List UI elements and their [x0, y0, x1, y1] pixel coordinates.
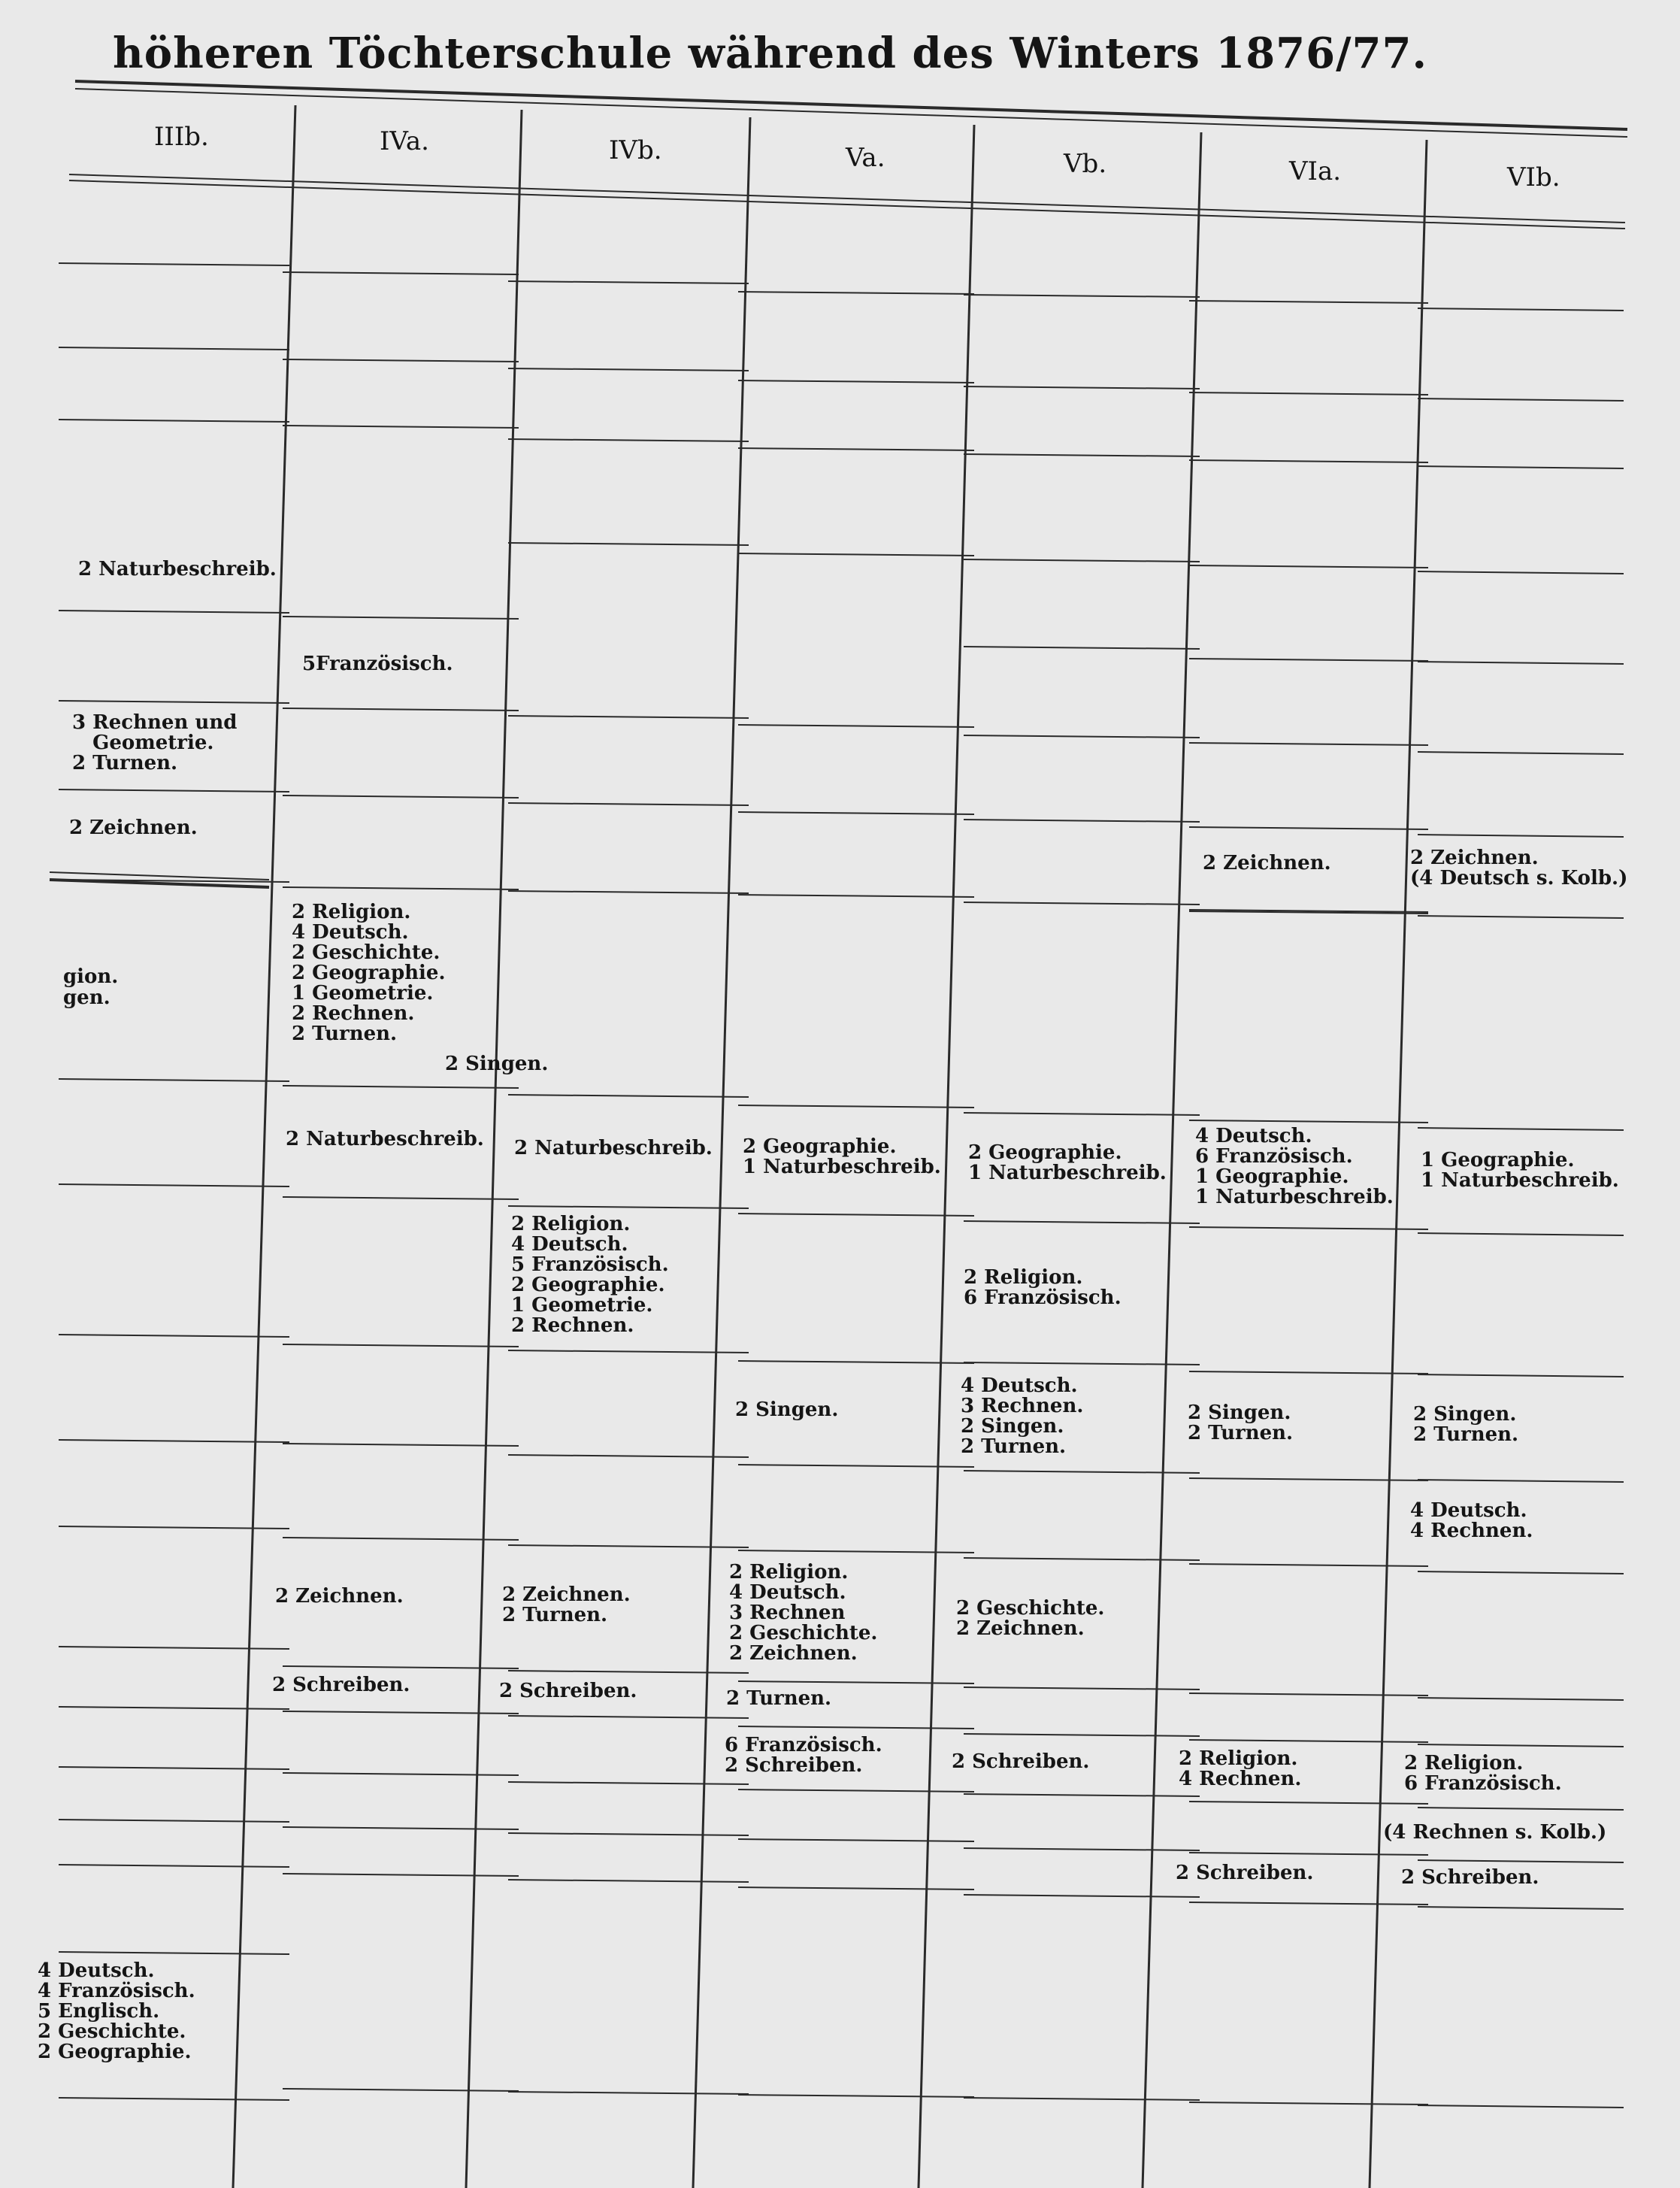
row-rule [283, 1197, 519, 1199]
row-rule [738, 448, 974, 450]
entry-vib-schreiben: 2 Schreiben. [1401, 1866, 1539, 1889]
entry-iiib-rechnen: 3 Rechnen und Geometrie. 2 Turnen. [72, 711, 238, 774]
entry-vib-deutsch: 4 Deutsch. 4 Rechnen. [1410, 1499, 1533, 1542]
row-rule [1418, 1698, 1624, 1700]
row-rule [283, 1827, 519, 1829]
row-rule [283, 1666, 519, 1668]
row-rule [1418, 1860, 1624, 1862]
entry-iva-franz: 5Französisch. [302, 653, 453, 675]
row-rule [964, 735, 1200, 738]
header-rule [69, 174, 1625, 223]
row-rule [1418, 1571, 1624, 1574]
row-rule [59, 1767, 289, 1769]
row-rule [508, 439, 749, 441]
entry-iva-block: 2 Religion. 4 Deutsch. 2 Geschichte. 2 Geographie. 1 Geometrie. 2 Rechnen. 2 Turnen. [292, 901, 446, 1045]
row-rule [508, 281, 749, 283]
row-rule [1189, 392, 1428, 395]
row-rule [738, 812, 974, 814]
col-header-iiib: IIIb. [154, 122, 209, 152]
row-rule [508, 1833, 749, 1835]
row-rule [964, 1687, 1200, 1689]
row-rule [964, 1362, 1200, 1365]
row-rule [738, 2095, 974, 2097]
row-rule [738, 1726, 974, 1729]
row-rule [508, 1782, 749, 1784]
row-rule [1418, 916, 1624, 918]
row-rule [1418, 1744, 1624, 1747]
row-rule [964, 559, 1200, 562]
col-header-iva: IVa. [380, 126, 429, 156]
row-rule [283, 1344, 519, 1347]
row-rule [1189, 659, 1428, 661]
row-rule [1189, 1693, 1428, 1696]
entry-va-geo: 2 Geographie. 1 Naturbeschreib. [743, 1135, 941, 1178]
row-rule [59, 701, 289, 703]
row-rule [508, 1671, 749, 1673]
entry-via-religion: 2 Religion. 4 Rechnen. [1179, 1747, 1302, 1790]
entry-vb-schreiben: 2 Schreiben. [952, 1750, 1090, 1773]
row-rule [1189, 1902, 1428, 1905]
col-header-va: Va. [846, 143, 885, 173]
row-rule [738, 292, 974, 294]
row-rule [508, 1716, 749, 1718]
row-rule [1189, 1227, 1428, 1229]
entry-iva-singen: 2 Singen. [445, 1053, 549, 1075]
entry-vib-rechnen-kolb: (4 Rechnen s. Kolb.) [1383, 1821, 1607, 1844]
row-rule [59, 2098, 289, 2100]
row-rule [59, 611, 289, 613]
row-rule [738, 1839, 974, 1841]
row-rule [508, 1095, 749, 1097]
row-rule [1189, 827, 1428, 829]
entry-ivb-block: 2 Religion. 4 Deutsch. 5 Französisch. 2 Geographie. 1 Geometrie. 2 Rechnen. [511, 1213, 669, 1337]
header-rule [69, 180, 1625, 229]
row-rule [738, 1681, 974, 1683]
row-rule [59, 1184, 289, 1186]
row-rule [1418, 1907, 1624, 1909]
row-rule [283, 426, 519, 428]
row-rule [59, 1952, 289, 1954]
row-rule [59, 1820, 289, 1822]
row-rule [1418, 752, 1624, 754]
row-rule [1418, 2105, 1624, 2108]
entry-iva-zeichnen: 2 Zeichnen. [275, 1585, 404, 1608]
row-rule [1189, 301, 1428, 303]
row-rule [738, 1214, 974, 1216]
row-rule [738, 1789, 974, 1792]
row-rule [59, 1865, 289, 1867]
entry-iva-natur: 2 Naturbeschreib. [286, 1128, 484, 1150]
row-rule [283, 1711, 519, 1714]
entry-va-block: 2 Religion. 4 Deutsch. 3 Rechnen 2 Geschichte. 2 Zeichnen. [729, 1561, 878, 1665]
entry-vb-religion: 2 Religion. 6 Französisch. [964, 1266, 1122, 1309]
row-rule [1418, 466, 1624, 468]
row-rule [964, 1558, 1200, 1560]
row-rule [508, 803, 749, 805]
row-rule [964, 1794, 1200, 1796]
entry-vb-geo: 2 Geographie. 1 Naturbeschreib. [968, 1141, 1167, 1184]
entry-iiib-naturbeschreib: 2 Naturbeschreib. [78, 558, 277, 580]
row-rule [508, 2092, 749, 2094]
row-rule [283, 359, 519, 362]
row-rule [508, 1545, 749, 1547]
row-rule [508, 1880, 749, 1882]
entry-va-franz: 6 Französisch. 2 Schreiben. [725, 1734, 882, 1777]
row-rule [964, 1471, 1200, 1473]
row-rule [738, 553, 974, 556]
row-rule [964, 2098, 1200, 2100]
row-rule [508, 543, 749, 545]
row-rule [1418, 1233, 1624, 1235]
entry-ivb-schreiben: 2 Schreiben. [499, 1680, 637, 1702]
row-rule [59, 789, 289, 792]
col-header-vb: Vb. [1064, 149, 1107, 179]
row-rule [1418, 571, 1624, 574]
row-rule [283, 1874, 519, 1876]
row-rule [59, 1647, 289, 1649]
row-rule [508, 891, 749, 893]
title-rule [75, 81, 1627, 129]
row-rule [738, 1105, 974, 1108]
entry-vb-geschichte: 2 Geschichte. 2 Zeichnen. [956, 1597, 1105, 1640]
row-rule [59, 1526, 289, 1529]
row-rule [964, 820, 1200, 822]
row-rule [1189, 1740, 1428, 1742]
entry-vib-geo: 1 Geographie. 1 Naturbeschreib. [1421, 1149, 1619, 1192]
entry-vib-zeichnen: 2 Zeichnen. (4 Deutsch s. Kolb.) [1410, 847, 1628, 889]
row-rule [738, 380, 974, 383]
row-rule [283, 272, 519, 274]
entry-vb-deutsch: 4 Deutsch. 3 Rechnen. 2 Singen. 2 Turnen. [961, 1374, 1084, 1458]
entry-via-deutsch: 4 Deutsch. 6 Französisch. 1 Geographie. 1 Naturbeschreib. [1195, 1125, 1394, 1208]
row-rule [283, 708, 519, 711]
row-rule [964, 295, 1200, 297]
row-rule [283, 1086, 519, 1088]
row-rule [59, 347, 289, 350]
col-header-ivb: IVb. [609, 135, 662, 165]
row-rule [283, 617, 519, 619]
row-rule [508, 1350, 749, 1353]
row-rule [59, 420, 289, 422]
row-rule [1418, 1128, 1624, 1130]
row-rule [1189, 1564, 1428, 1566]
row-rule [964, 1734, 1200, 1736]
row-rule [1189, 1853, 1428, 1855]
entry-iiib-zeichnen: 2 Zeichnen. [69, 817, 198, 839]
row-rule [59, 1335, 289, 1337]
block-rule-thin [50, 872, 269, 880]
entry-va-singen: 2 Singen. [735, 1399, 839, 1421]
row-rule [59, 1707, 289, 1709]
row-rule [1189, 2102, 1428, 2105]
entry-ivb-natur: 2 Naturbeschreib. [514, 1137, 713, 1159]
row-rule [738, 725, 974, 727]
row-rule [1189, 1478, 1428, 1480]
row-rule [1418, 308, 1624, 311]
row-rule [283, 795, 519, 798]
row-rule [1189, 1120, 1428, 1123]
row-rule [508, 368, 749, 371]
row-rule [508, 716, 749, 718]
row-rule [1418, 662, 1624, 664]
row-rule [1418, 1808, 1624, 1810]
entry-via-singen: 2 Singen. 2 Turnen. [1188, 1402, 1294, 1444]
row-rule [1418, 399, 1624, 401]
row-rule [1418, 1480, 1624, 1482]
row-rule [738, 895, 974, 897]
row-rule [964, 1895, 1200, 1897]
row-rule [964, 1848, 1200, 1850]
row-rule [283, 1773, 519, 1775]
page-title: höheren Töchterschule während des Winters 1876/77. [113, 29, 1427, 78]
entry-iva-schreiben: 2 Schreiben. [272, 1674, 410, 1696]
row-rule [738, 1361, 974, 1363]
row-rule [964, 386, 1200, 389]
row-rule [1418, 835, 1624, 837]
row-rule [59, 263, 289, 265]
row-rule [1189, 460, 1428, 462]
entry-via-schreiben: 2 Schreiben. [1176, 1862, 1314, 1884]
row-rule [1189, 1802, 1428, 1804]
row-rule [1418, 1374, 1624, 1377]
row-rule [738, 1887, 974, 1889]
row-rule [283, 1444, 519, 1446]
row-rule [964, 647, 1200, 649]
row-rule [283, 887, 519, 889]
entry-vib-singen: 2 Singen. 2 Turnen. [1413, 1403, 1519, 1446]
entry-vib-religion: 2 Religion. 6 Französisch. [1404, 1752, 1562, 1795]
row-rule [964, 454, 1200, 456]
row-rule [1189, 565, 1428, 568]
entry-ivb-zeichnen: 2 Zeichnen. 2 Turnen. [502, 1583, 631, 1626]
row-rule [964, 902, 1200, 905]
entry-via-zeichnen: 2 Zeichnen. [1203, 852, 1331, 874]
row-rule [738, 1550, 974, 1553]
row-rule [508, 1206, 749, 1208]
row-rule [964, 1113, 1200, 1115]
row-rule [1189, 743, 1428, 745]
row-rule [283, 2089, 519, 2091]
title-rule-thin [75, 89, 1627, 137]
col-header-vib: VIb. [1507, 162, 1560, 192]
row-rule [59, 1079, 289, 1081]
col-header-via: VIa. [1289, 156, 1342, 186]
row-rule [964, 1221, 1200, 1223]
entry-iiib-block: 4 Deutsch. 4 Französisch. 5 Englisch. 2 Geschichte. 2 Geographie. [38, 1959, 195, 2063]
entry-va-turnen: 2 Turnen. [726, 1687, 832, 1710]
entry-cut-fragment: gion. gen. [63, 965, 119, 1009]
